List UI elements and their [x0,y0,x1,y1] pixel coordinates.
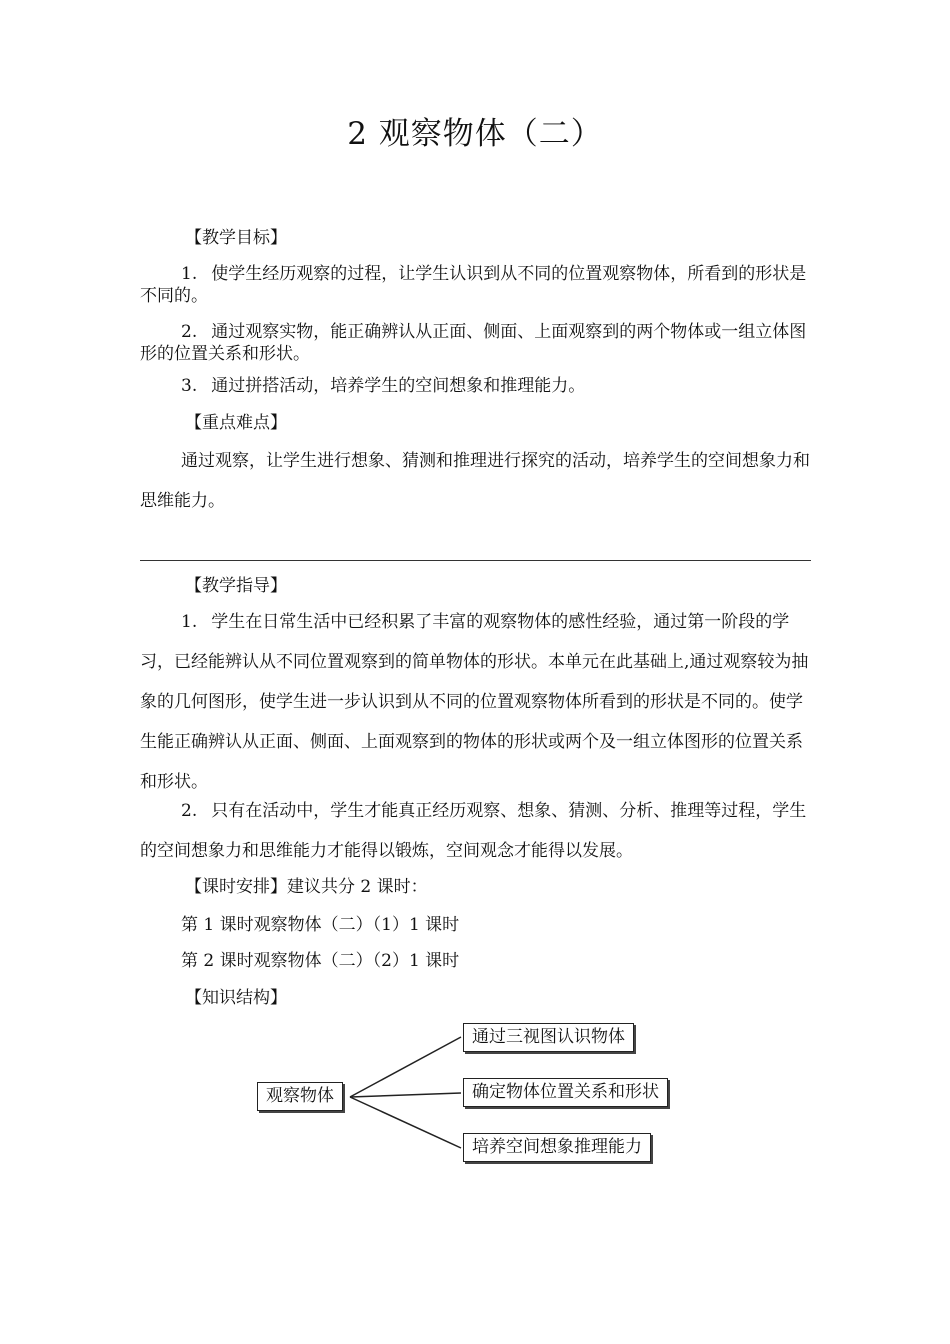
lesson-1: 第 1 课时观察物体（二）（1）1 课时 [181,915,460,935]
root-node: 观察物体 [257,1082,343,1111]
objectives-heading: 【教学目标】 [185,228,287,248]
guidance-text: 只有在活动中，学生才能真正经历观察、想象、猜测、分析、推理等过程，学生的空间想象力和思维能力才能得以锻炼，空间观念才能得以发展。 [140,801,807,861]
schedule-heading: 【课时安排】 [185,877,287,897]
branch-node-spatial-reasoning: 培养空间想象推理能力 [463,1133,651,1162]
lesson-2: 第 2 课时观察物体（二）（2）1 课时 [181,951,460,971]
objective-number: 3. [181,376,198,396]
guidance-number: 2. [181,801,198,821]
guidance-item-2 [140,791,810,871]
guidance-item-1 [140,602,810,802]
key-points-text: 通过观察，让学生进行想象、猜测和推理进行探究的活动，培养学生的空间想象力和思维能力。 [140,451,810,511]
branch-node-position-shape: 确定物体位置关系和形状 [463,1078,668,1107]
guidance-text: 学生在日常生活中已经积累了丰富的观察物体的感性经验，通过第一阶段的学习，已经能辨认从不同位置观察到的简单物体的形状。本单元在此基础上,通过观察较为抽象的几何图形，使学生进一步认识到从不同的位置观察物体所看到的形状是不同的。使学生能正确辨认从正面、侧面、上面观察到的物体的形状或两个及一组立体图形的位置关系和形状。 [140,612,809,792]
objective-number: 1. [181,264,198,284]
knowledge-structure-diagram [255,1015,700,1170]
connector-line-2 [350,1093,461,1097]
schedule-line [185,876,428,898]
objective-number: 2. [181,322,198,342]
page-title: 2 观察物体（二） [347,116,603,152]
branch-node-three-views: 通过三视图认识物体 [463,1023,634,1052]
objective-item-2 [140,321,810,365]
objective-item-3 [140,375,810,397]
guidance-number: 1. [181,612,198,632]
objective-text: 使学生经历观察的过程，让学生认识到从不同的位置观察物体，所看到的形状是不同的。 [140,264,807,306]
guidance-heading: 【教学指导】 [185,576,287,596]
section-divider [140,560,811,561]
structure-heading: 【知识结构】 [185,988,287,1008]
connector-line-1 [350,1037,461,1097]
connector-line-3 [350,1097,461,1148]
key-points-heading: 【重点难点】 [185,413,287,433]
objective-item-1 [140,263,810,307]
objective-text: 通过拼搭活动，培养学生的空间想象和推理能力。 [211,376,586,396]
objective-text: 通过观察实物，能正确辨认从正面、侧面、上面观察到的两个物体或一组立体图形的位置关系和形状。 [140,322,807,364]
schedule-note: 建议共分 2 课时： [287,877,428,897]
